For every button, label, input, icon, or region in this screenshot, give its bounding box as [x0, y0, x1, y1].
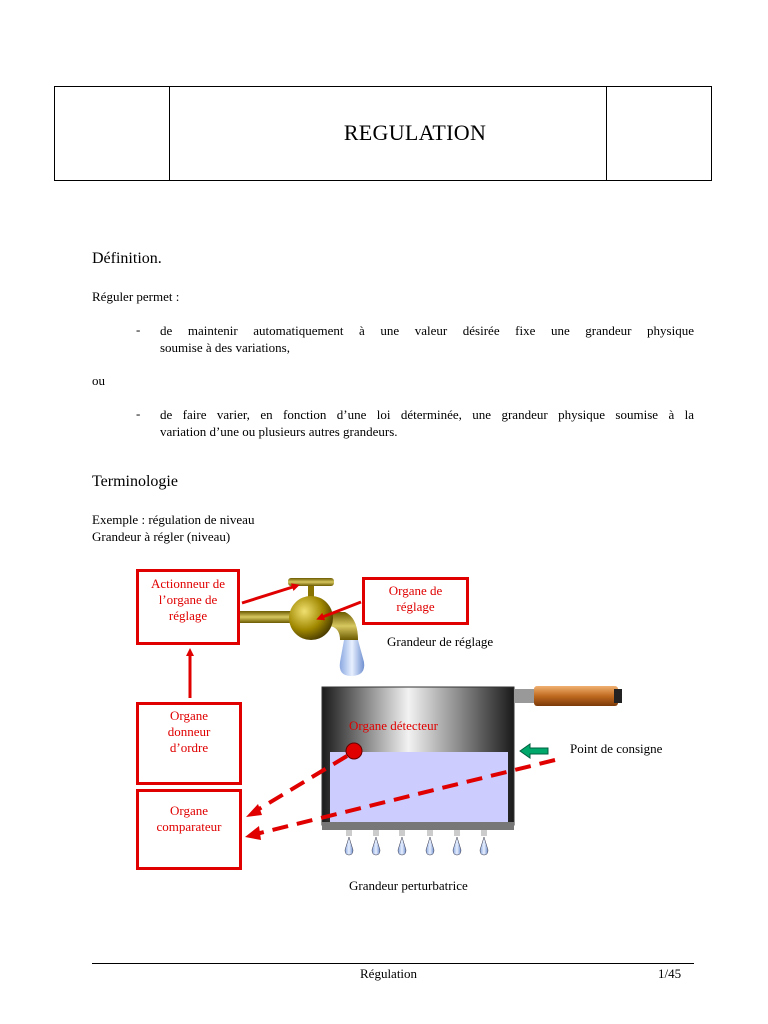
actionneur-line-3: réglage	[168, 608, 208, 623]
bullet-1-line-2: soumise à des variations,	[160, 340, 290, 355]
donneur-line-1: Organe	[169, 708, 209, 723]
detecteur-label: Organe détecteur	[349, 718, 438, 733]
comparateur-line-2: comparateur	[156, 819, 222, 834]
consigne-arrow-icon	[520, 744, 548, 758]
organe-reglage-line-1: Organe de	[388, 583, 443, 598]
dashed-arrowhead-consigne	[245, 826, 261, 840]
definition-or: ou	[92, 373, 105, 388]
actionneur-line-1: Actionneur de	[150, 576, 225, 591]
comparateur-box	[136, 789, 242, 870]
bullet-dash-2: -	[136, 406, 141, 421]
donneur-box	[136, 702, 242, 785]
arrow-actionneur-to-faucet	[242, 586, 296, 603]
bullet-2-line-2: variation d’une ou plusieurs autres grandeurs.	[160, 424, 398, 439]
footer-rule	[92, 963, 694, 964]
bullet-2-line-1: de faire varier, en fonction d’une loi déterminée, une grandeur physique soumise à la	[160, 407, 694, 422]
donneur-line-3: d’ordre	[169, 740, 209, 755]
actionneur-line-2: l’organe de	[158, 592, 218, 607]
organe-reglage-line-2: réglage	[396, 599, 435, 614]
comparateur-line-1: Organe	[169, 803, 209, 818]
bullet-1-line-1: de maintenir automatiquement à une valeur désirée fixe une grandeur physique	[160, 323, 694, 338]
consigne-label: Point de consigne	[570, 741, 663, 756]
perturbatrice-label: Grandeur perturbatrice	[349, 878, 468, 893]
terminology-example: Exemple : régulation de niveau	[92, 512, 255, 527]
definition-heading: Définition.	[92, 250, 162, 267]
footer-title: Régulation	[360, 966, 418, 981]
organe-reglage-box	[362, 577, 469, 625]
actionneur-box	[136, 569, 240, 645]
detector-dot-icon	[346, 743, 362, 759]
page-title: REGULATION	[343, 120, 487, 145]
outlet-drops-icon	[345, 830, 488, 855]
page-number: 1/45	[658, 966, 682, 981]
grandeur-reglage-label: Grandeur de réglage	[387, 634, 494, 649]
donneur-line-2: donneur	[167, 724, 211, 739]
tank-icon	[322, 686, 622, 830]
terminology-grandeur: Grandeur à régler (niveau)	[92, 529, 231, 544]
dashed-arrowhead-detector	[246, 804, 262, 817]
definition-intro: Réguler permet :	[92, 289, 180, 304]
terminology-heading: Terminologie	[92, 473, 178, 490]
water-stream-icon	[340, 640, 365, 676]
bullet-dash-1: -	[136, 322, 141, 337]
